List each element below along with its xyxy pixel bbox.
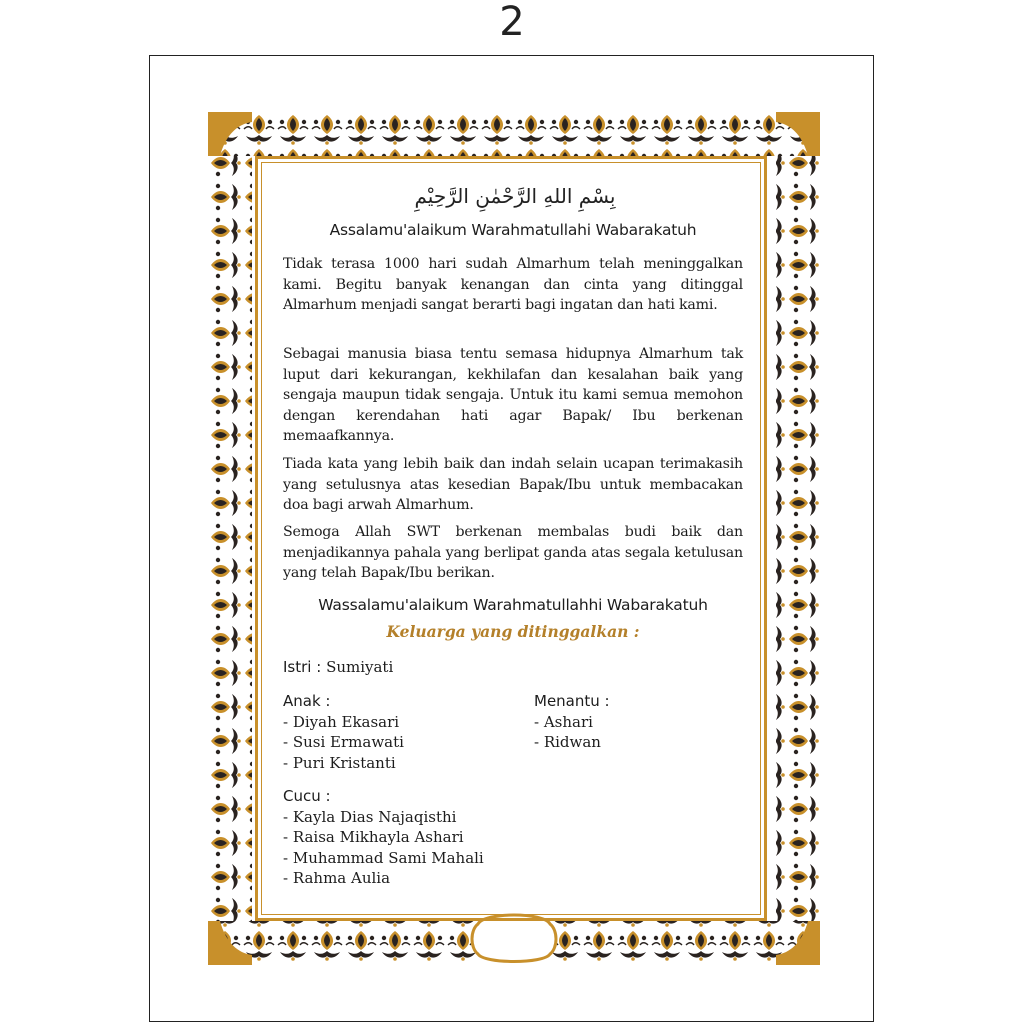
list-item: - Puri Kristanti (283, 753, 396, 772)
list-item: - Susi Ermawati (283, 733, 404, 751)
grandchildren-section (283, 786, 543, 889)
in-laws-label: Menantu : (534, 692, 610, 710)
in-laws-section (534, 691, 734, 753)
spouse-line (283, 657, 743, 678)
bismillah-text: بِسْمِ اللهِ الرَّحْمٰنِ الرَّحِيْمِ (414, 184, 616, 208)
children-list (283, 712, 513, 774)
children-section (283, 691, 513, 773)
list-item: - Rahma Aulia (283, 869, 391, 887)
list-item: - Ashari (534, 712, 593, 731)
paragraph-1: Tidak terasa 1000 hari sudah Almarhum telah meninggalkan kami. Begitu banyak kenangan dan cinta yang ditinggal Almarhum menjadi sangat berarti bagi ingatan dan hati kami. (283, 256, 743, 313)
paragraph-2: Sebagai manusia biasa tentu semasa hidupnya Almarhum tak luput dari kekurangan, kekhilafan dan kesalahan baik yang sengaja maupun tidak sengaja. Untuk itu kami semua memohon dengan kerendahan hati agar Bapak/ Ibu berkenan memaafkannya. (283, 346, 743, 444)
closing-greeting: Wassalamu'alaikum Warahmatullahhi Wabarakatuh (318, 596, 708, 614)
opening-greeting: Assalamu'alaikum Warahmatullahi Wabarakatuh (329, 221, 697, 239)
paragraph-4: Semoga Allah SWT berkenan membalas budi baik dan menjadikannya pahala yang berlipat ganda atas segala ketulusan yang telah Bapak/Ibu berikan. (283, 524, 743, 581)
grandchildren-label: Cucu : (283, 787, 331, 805)
list-item: - Diyah Ekasari (283, 712, 400, 731)
spouse-name: Sumiyati (326, 658, 394, 676)
in-laws-list (534, 712, 734, 753)
list-item: - Muhammad Sami Mahali (283, 848, 484, 867)
family-title: Keluarga yang ditinggalkan : (386, 622, 640, 641)
list-item: - Raisa Mikhayla Ashari (283, 828, 464, 846)
children-label: Anak : (283, 692, 331, 710)
page-number: 2 (499, 0, 525, 45)
bismillah-calligraphy (400, 178, 630, 214)
paragraph-3: Tiada kata yang lebih baik dan indah selain ucapan terimakasih yang setulusnya atas kesedian Bapak/Ibu untuk membacakan doa bagi arwah Almarhum. (283, 456, 743, 513)
grandchildren-list (283, 807, 543, 889)
list-item: - Ridwan (534, 733, 601, 751)
spouse-label: Istri : (283, 658, 322, 676)
list-item: - Kayla Dias Najaqisthi (283, 807, 457, 826)
